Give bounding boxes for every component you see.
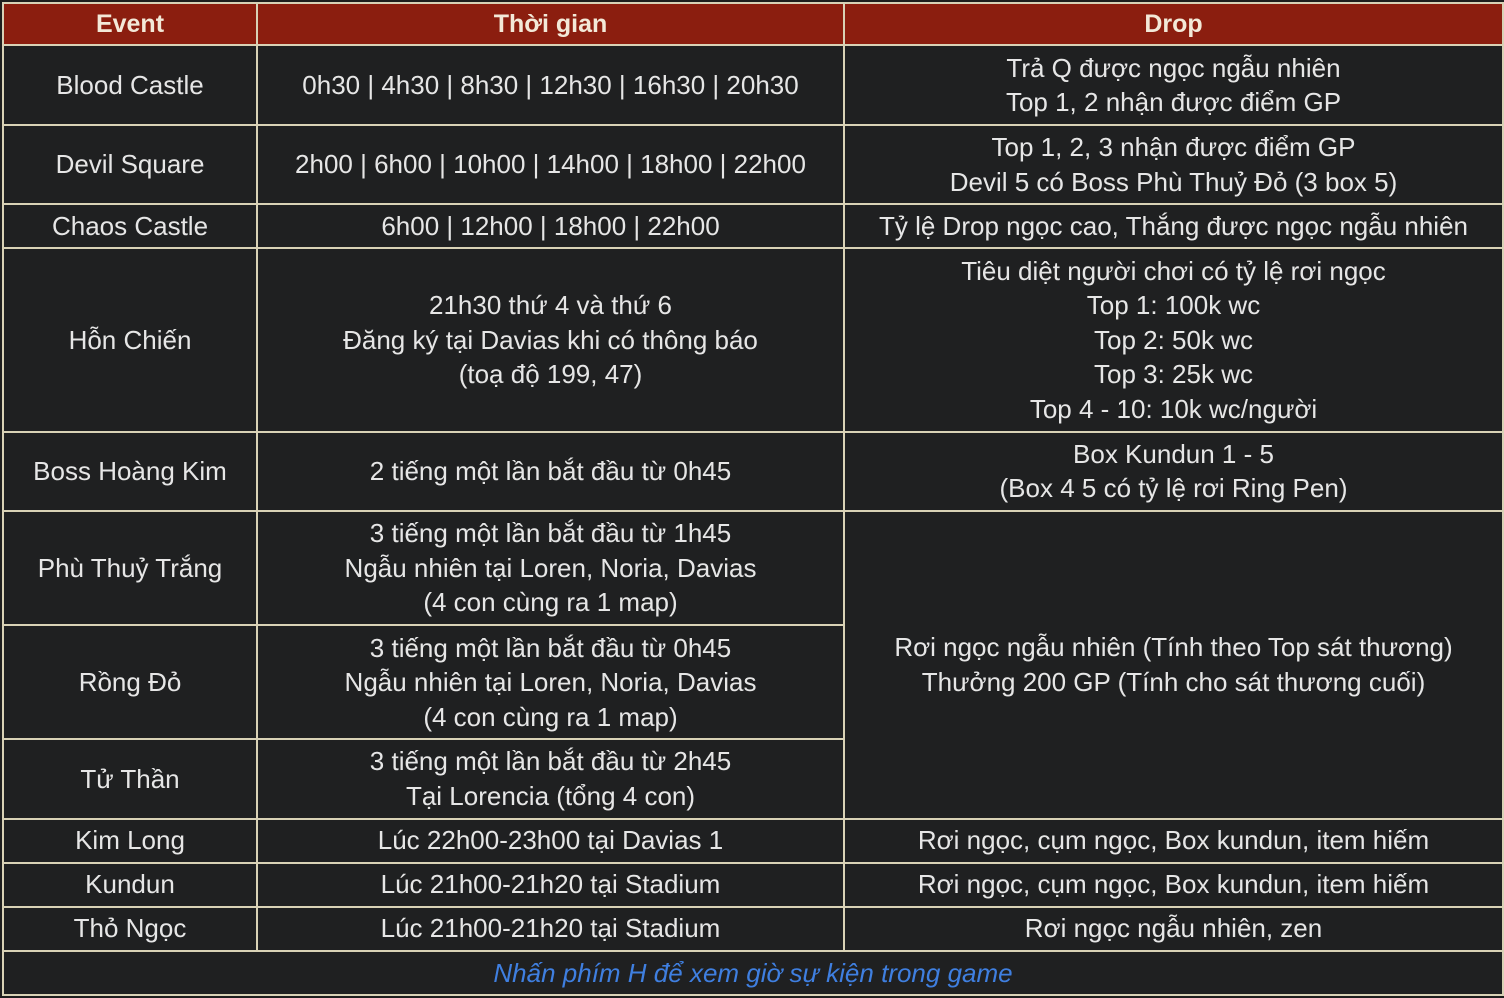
header-row — [3, 3, 1503, 45]
time-line: (toạ độ 199, 47) — [458, 359, 643, 390]
event-name: Hỗn Chiến — [3, 248, 257, 431]
time-line: 2 tiếng một lần bắt đầu từ 0h45 — [369, 456, 732, 487]
drop-line: Top 2: 50k wc — [1094, 324, 1253, 355]
time-line: 0h30 | 4h30 | 8h30 | 12h30 | 16h30 | 20h30 — [302, 69, 799, 100]
event-name: Rồng Đỏ — [3, 625, 257, 739]
time-line: Ngẫu nhiên tại Loren, Noria, Davias — [344, 552, 757, 583]
event-time — [257, 432, 844, 511]
table-row — [3, 204, 1503, 248]
drop-line: Top 4 - 10: 10k wc/người — [1029, 393, 1318, 424]
time-line: Lúc 21h00-21h20 tại Stadium — [380, 869, 721, 900]
event-name: Phù Thuỷ Trắng — [3, 511, 257, 625]
event-time — [257, 625, 844, 739]
event-time — [257, 739, 844, 818]
drop-line: Tỷ lệ Drop ngọc cao, Thắng được ngọc ngẫu nhiên — [878, 211, 1468, 242]
time-line: Lúc 21h00-21h20 tại Stadium — [380, 913, 721, 944]
event-drop — [844, 819, 1503, 863]
table-row — [3, 907, 1503, 951]
time-line: Đăng ký tại Davias khi có thông báo — [343, 324, 758, 355]
drop-line: Top 1, 2 nhận được điểm GP — [1005, 87, 1342, 118]
table-row — [3, 819, 1503, 863]
event-drop — [844, 204, 1503, 248]
time-line: (4 con cùng ra 1 map) — [423, 701, 678, 732]
event-time — [257, 819, 844, 863]
event-time — [257, 248, 844, 431]
time-line: 3 tiếng một lần bắt đầu từ 0h45 — [369, 632, 732, 663]
table-row — [3, 125, 1503, 204]
drop-line: Box Kundun 1 - 5 — [1073, 438, 1274, 469]
time-line: Lúc 22h00-23h00 tại Davias 1 — [377, 825, 724, 856]
drop-line: Top 3: 25k wc — [1094, 359, 1253, 390]
event-drop — [844, 907, 1503, 951]
drop-line: Devil 5 có Boss Phù Thuỷ Đỏ (3 box 5) — [949, 166, 1398, 197]
event-name: Chaos Castle — [3, 204, 257, 248]
header-time: Thời gian — [257, 3, 844, 45]
table-row — [3, 863, 1503, 907]
time-line: 21h30 thứ 4 và thứ 6 — [429, 290, 672, 321]
time-line: 2h00 | 6h00 | 10h00 | 14h00 | 18h00 | 22h00 — [295, 149, 806, 180]
drop-line: Thưởng 200 GP (Tính cho sát thương cuối) — [921, 666, 1426, 697]
event-time — [257, 45, 844, 125]
event-time — [257, 204, 844, 248]
drop-line: Rơi ngọc, cụm ngọc, Box kundun, item hiếm — [917, 869, 1430, 900]
time-line: 3 tiếng một lần bắt đầu từ 2h45 — [369, 746, 732, 777]
time-line: Ngẫu nhiên tại Loren, Noria, Davias — [344, 667, 757, 698]
event-name: Devil Square — [3, 125, 257, 204]
event-name: Kim Long — [3, 819, 257, 863]
event-drop — [844, 125, 1503, 204]
drop-line: Rơi ngọc ngẫu nhiên (Tính theo Top sát thương) — [894, 632, 1453, 663]
event-time — [257, 863, 844, 907]
time-line: Tại Lorencia (tổng 4 con) — [405, 780, 696, 811]
event-drop — [844, 45, 1503, 125]
drop-line: Top 1, 2, 3 nhận được điểm GP — [991, 132, 1356, 163]
drop-line: Rơi ngọc, cụm ngọc, Box kundun, item hiếm — [917, 825, 1430, 856]
event-drop — [844, 248, 1503, 431]
table-row — [3, 511, 1503, 625]
event-time — [257, 907, 844, 951]
event-name: Boss Hoàng Kim — [3, 432, 257, 511]
event-drop — [844, 863, 1503, 907]
drop-line: (Box 4 5 có tỷ lệ rơi Ring Pen) — [999, 473, 1348, 504]
event-time — [257, 125, 844, 204]
event-name: Blood Castle — [3, 45, 257, 125]
time-line: (4 con cùng ra 1 map) — [423, 587, 678, 618]
drop-line: Top 1: 100k wc — [1086, 290, 1261, 321]
shared-boss-drop — [844, 511, 1503, 819]
event-time — [257, 511, 844, 625]
event-name: Kundun — [3, 863, 257, 907]
drop-line: Tiêu diệt người chơi có tỷ lệ rơi ngọc — [961, 255, 1386, 286]
event-name: Tử Thần — [3, 739, 257, 818]
drop-line: Trả Q được ngọc ngẫu nhiên — [1006, 52, 1341, 83]
event-drop — [844, 432, 1503, 511]
time-line: 3 tiếng một lần bắt đầu từ 1h45 — [369, 518, 732, 549]
header-event: Event — [3, 3, 257, 45]
header-drop: Drop — [844, 3, 1503, 45]
table-row — [3, 432, 1503, 511]
time-line: 6h00 | 12h00 | 18h00 | 22h00 — [381, 211, 720, 242]
footer-hint: Nhấn phím H để xem giờ sự kiện trong game — [3, 951, 1503, 995]
footer-row — [3, 951, 1503, 995]
event-name: Thỏ Ngọc — [3, 907, 257, 951]
table-row — [3, 248, 1503, 431]
event-schedule-table — [2, 2, 1504, 996]
drop-line: Rơi ngọc ngẫu nhiên, zen — [1024, 913, 1323, 944]
table-row — [3, 45, 1503, 125]
